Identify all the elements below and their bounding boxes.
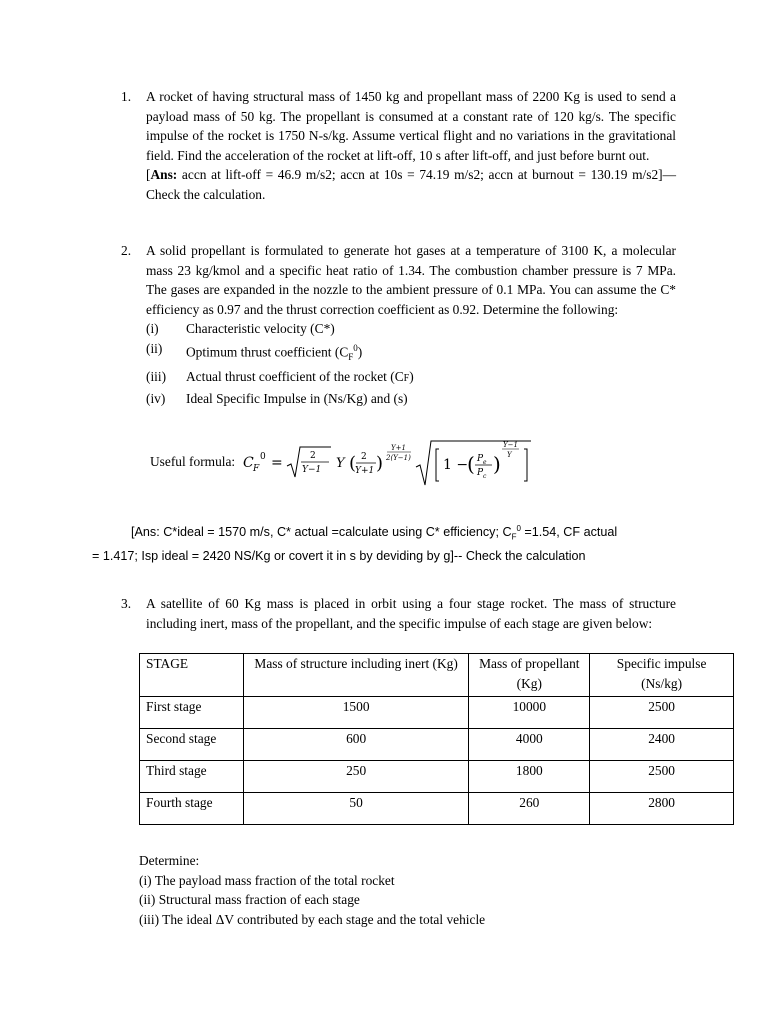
table-row: [140, 793, 734, 825]
table-cell: Second stage: [140, 729, 244, 761]
table-cell: 4000: [469, 729, 590, 761]
svg-text:2(Υ−1): 2(Υ−1): [386, 454, 412, 462]
determine-label: Determine:: [139, 853, 200, 868]
list-item: (i) The payload mass fraction of the total rocket: [139, 872, 395, 888]
svg-text:P: P: [477, 468, 484, 478]
svg-text:Υ−1: Υ−1: [503, 441, 519, 449]
question-3: [121, 594, 676, 633]
list-item: (ii) Optimum thrust coefficient $(C_F^0)$: [146, 340, 363, 362]
table-cell: 1500: [243, 697, 469, 729]
table-cell: 2500: [590, 697, 734, 729]
svg-text:=: =: [271, 455, 283, 471]
answer-line-1: [Ans: C*ideal = 1570 m/s, C* actual =calculate using C* efficiency; $C_F^0 =1.54$, CF actual: [131, 524, 618, 542]
question-number: 2.: [121, 243, 132, 258]
question-1: [121, 87, 676, 204]
formula-label: Useful formula:: [150, 454, 236, 470]
svg-text:P: P: [477, 454, 484, 464]
table-cell: First stage: [140, 697, 244, 729]
table-cell: 260: [469, 793, 590, 825]
answer-label: Ans:: [150, 167, 178, 182]
question-number: 3.: [121, 596, 132, 611]
column-header: Mass of propellant (Kg): [469, 654, 590, 697]
svg-text:): ): [376, 453, 384, 474]
question-text: A satellite of 60 Kg mass is placed in orbit using a four stage rocket. The mass of structure including inert, mass of the propellant, and the specific impulse of each stage are given below:: [146, 596, 676, 631]
sub-question-list: [146, 319, 676, 408]
table-cell: 600: [243, 729, 469, 761]
determine-section: [139, 851, 699, 929]
question-text: A solid propellant is formulated to generate hot gases at a temperature of 3100 K, a molecular mass 23 kg/kmol and a specific heat ratio of 1.34. The combustion chamber pressure is 7 MPa. The gases are expanded in the nozzle to the ambient pressure of 0.1 MPa. You can assume the C* efficiency as 0.97 and the thrust correction coefficient as 0.92. Determine the following:: [146, 243, 676, 317]
svg-text:): ): [493, 452, 501, 476]
table-row: [140, 697, 734, 729]
list-item: (iii) Actual thrust coefficient of the rocket (CF): [146, 369, 414, 385]
table-cell: 10000: [469, 697, 590, 729]
table-cell: Fourth stage: [140, 793, 244, 825]
thrust-coefficient-formula: [241, 437, 636, 487]
table-cell: 50: [243, 793, 469, 825]
svg-text:2: 2: [310, 451, 316, 461]
svg-text:2: 2: [361, 452, 367, 462]
table-cell: 2400: [590, 729, 734, 761]
list-item: (iii) The ideal ΔV contributed by each stage and the total vehicle: [139, 911, 486, 927]
table-cell: 250: [243, 761, 469, 793]
list-item: (iv) Ideal Specific Impulse in (Ns/Kg) and (s): [146, 390, 408, 406]
column-header: Mass of structure including inert (Kg): [243, 654, 469, 697]
table-row: [140, 761, 734, 793]
stage-table: [139, 653, 734, 825]
svg-text:Υ+1: Υ+1: [391, 444, 407, 452]
svg-text:1 −: 1 −: [443, 457, 469, 473]
svg-text:(: (: [467, 452, 475, 476]
useful-formula: [150, 438, 636, 486]
answer-text: accn at lift-off = 46.9 m/s2; accn at 10s = 74.19 m/s2; accn at burnout = 130.19 m/s2]—Check the calculation.: [146, 167, 676, 202]
question-2-answer: [92, 519, 692, 566]
svg-text:(: (: [349, 453, 357, 474]
question-number: 1.: [121, 89, 132, 104]
list-item: (ii) Structural mass fraction of each stage: [139, 892, 360, 907]
svg-text:Υ+1: Υ+1: [355, 466, 375, 476]
column-header: Specific impulse (Ns/kg): [590, 654, 734, 697]
table-cell: 1800: [469, 761, 590, 793]
answer-line: [Ans: accn at lift-off = 46.9 m/s2; accn at 10s = 74.19 m/s2; accn at burnout = 130.19 m/s2]—Check the calculation.: [146, 167, 676, 202]
svg-text:Υ−1: Υ−1: [302, 465, 322, 475]
column-header: STAGE: [140, 654, 244, 697]
svg-text:Υ: Υ: [336, 456, 345, 471]
question-text: A rocket of having structural mass of 1450 kg and propellant mass of 2200 Kg is used to send a payload mass of 50 kg. The propellant is consumed at a constant rate of 120 kg/s. The specific impulse of the rocket is 1750 N-s/kg. Assume vertical flight and no variations in the gravitational field. Find the acceleration of the rocket at lift-off, 10 s after lift-off, and just before burnt out.: [146, 89, 676, 163]
table-cell: 2500: [590, 761, 734, 793]
answer-line-2: = 1.417; Isp ideal = 2420 NS/Kg or covert it in s by deviding by g]-- Check the calculation: [92, 548, 586, 563]
svg-text:C: C: [243, 455, 254, 471]
svg-text:e: e: [483, 459, 487, 466]
table-cell: Third stage: [140, 761, 244, 793]
table-cell: 2800: [590, 793, 734, 825]
list-item: (i) Characteristic velocity (C*): [146, 321, 335, 336]
svg-text:0: 0: [260, 452, 266, 462]
svg-text:c: c: [483, 473, 487, 480]
table-header-row: [140, 654, 734, 697]
question-2: [121, 241, 676, 408]
table-row: [140, 729, 734, 761]
svg-text:Υ: Υ: [507, 451, 512, 459]
svg-text:F: F: [253, 464, 260, 474]
